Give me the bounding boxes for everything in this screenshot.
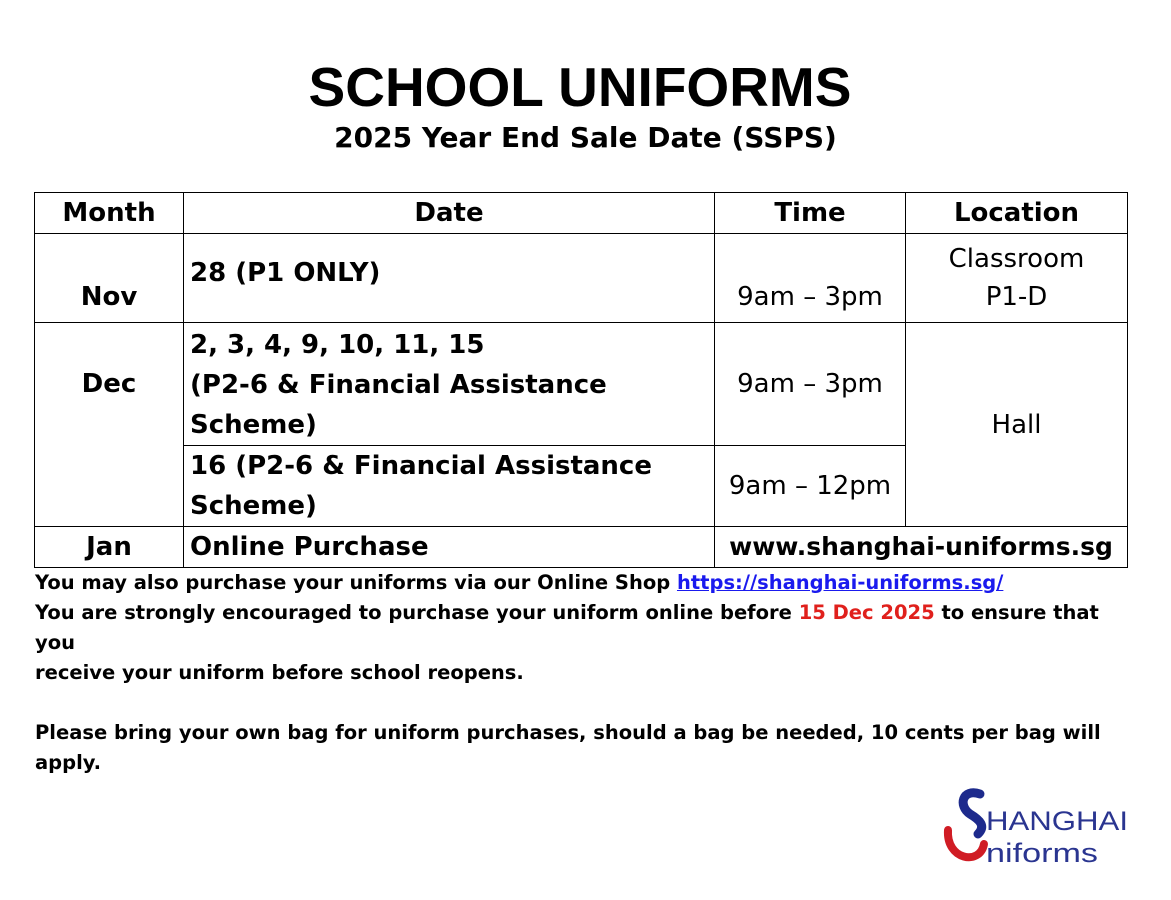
schedule-table <box>34 192 1128 568</box>
location-line: Classroom <box>948 244 1085 274</box>
date-line: Scheme) <box>190 491 317 521</box>
table-row <box>35 323 1128 446</box>
column-header-date: Date <box>184 193 715 234</box>
page-title: SCHOOL UNIFORMS <box>308 56 852 118</box>
online-shop-link[interactable]: https://shanghai-uniforms.sg/ <box>676 571 1004 594</box>
cell-month-nov: Nov <box>35 234 184 323</box>
date-line: 28 (P1 ONLY) <box>190 258 381 288</box>
cell-date-dec-1 <box>184 323 715 446</box>
cell-date-dec-2 <box>184 446 715 527</box>
deadline-date: 15 Dec 2025 <box>798 601 935 624</box>
cell-month-dec: Dec <box>35 323 184 527</box>
note-purchase-deadline-cont: receive your uniform before school reopens. <box>35 661 524 684</box>
cell-time-dec-2: 9am – 12pm <box>715 446 906 527</box>
date-line: 16 (P2-6 & Financial Assistance <box>190 451 652 481</box>
note-purchase-deadline: You are strongly encouraged to purchase your uniform online before 15 Dec 2025 to ensure that you <box>35 601 1099 654</box>
cell-time-dec-1: 9am – 3pm <box>715 323 906 446</box>
logo-s-mark <box>963 793 982 834</box>
cell-date-nov <box>184 234 715 323</box>
cell-month-jan: Jan <box>35 527 184 568</box>
cell-website[interactable]: www.shanghai-uniforms.sg <box>715 527 1128 568</box>
notes-section <box>35 568 1135 778</box>
page-subtitle: 2025 Year End Sale Date (SSPS) <box>334 121 837 154</box>
location-line: P1-D <box>985 282 1048 312</box>
cell-date-jan: Online Purchase <box>184 527 715 568</box>
cell-location-nov <box>906 234 1128 323</box>
cell-time-nov: 9am – 3pm <box>715 234 906 323</box>
logo-text-line2: niforms <box>986 838 1098 868</box>
column-header-location: Location <box>906 193 1128 234</box>
note-online-shop: You may also purchase your uniforms via our Online Shop https://shanghai-uniforms.sg/ <box>35 571 1004 594</box>
date-line: (P2-6 & Financial Assistance Scheme) <box>190 370 607 440</box>
column-header-month: Month <box>35 193 184 234</box>
note-bring-bag: Please bring your own bag for uniform purchases, should a bag be needed, 10 cents per bag will apply. <box>35 721 1101 774</box>
table-header-row <box>35 193 1128 234</box>
table-row <box>35 234 1128 323</box>
cell-location-dec: Hall <box>906 323 1128 527</box>
column-header-time: Time <box>715 193 906 234</box>
logo-text-line1: HANGHAI <box>986 806 1128 836</box>
shanghai-uniforms-logo <box>940 786 1140 870</box>
date-line: 2, 3, 4, 9, 10, 11, 15 <box>190 330 485 360</box>
table-row <box>35 527 1128 568</box>
